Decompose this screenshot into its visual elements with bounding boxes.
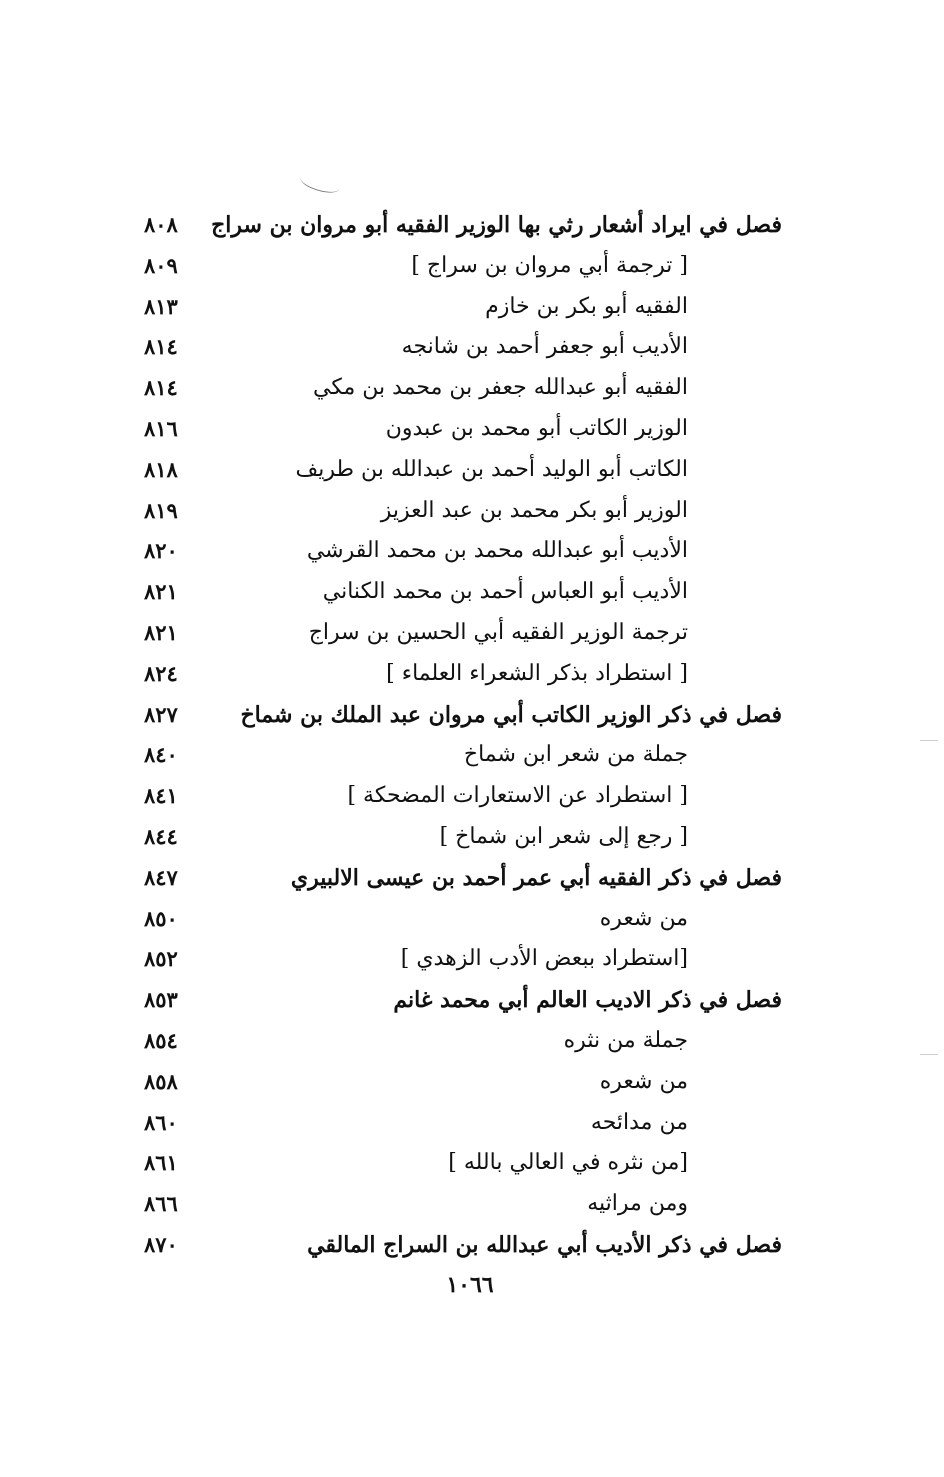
toc-entry-page-number: ٨٥٢ [144, 946, 178, 972]
toc-subentry [130, 1020, 810, 1061]
toc-subentry [130, 530, 810, 571]
toc-subentry [130, 1061, 810, 1102]
toc-entry-page-number: ٨٢١ [144, 579, 178, 605]
toc-subentry [130, 1102, 810, 1143]
toc-entry-title: ومن مراثيه [587, 1191, 688, 1217]
toc-entry-title: من شعره [599, 905, 688, 931]
toc-entry-page-number: ٨٢٧ [144, 701, 178, 727]
toc-entry-title: فصل في ذكر الأديب أبي عبدالله بن السراج المالقي [307, 1231, 782, 1258]
toc-section-entry [130, 857, 810, 898]
stray-ink-mark [299, 171, 342, 196]
toc-entry-page-number: ٨٥٨ [144, 1068, 178, 1094]
toc-entry-page-number: ٨١٨ [144, 456, 178, 482]
toc-entry-title: جملة من شعر ابن شماخ [463, 742, 688, 768]
toc-entry-title: الكاتب أبو الوليد أحمد بن عبدالله بن طريف [295, 456, 688, 482]
toc-subentry [130, 490, 810, 531]
toc-subentry [130, 898, 810, 939]
toc-subentry [130, 571, 810, 612]
toc-entry-page-number: ٨٢١ [144, 619, 178, 645]
toc-subentry [130, 1183, 810, 1224]
toc-entry-title: فصل في ذكر الاديب العالم أبي محمد غانم [393, 987, 782, 1014]
toc-subentry [130, 449, 810, 490]
toc-entry-title: الوزير أبو بكر محمد بن عبد العزيز [380, 497, 688, 523]
toc-entry-page-number: ٨٤٧ [144, 864, 178, 890]
toc-subentry [130, 408, 810, 449]
toc-subentry [130, 1142, 810, 1183]
toc-entry-page-number: ٨٢٤ [144, 660, 178, 686]
toc-entry-page-number: ٨١٤ [144, 334, 178, 360]
margin-mark [920, 1054, 938, 1055]
toc-entry-title: [ رجع إلى شعر ابن شماخ ] [439, 823, 688, 849]
toc-entry-page-number: ٨٠٨ [144, 212, 178, 237]
toc-subentry [130, 367, 810, 408]
toc-entry-page-number: ٨٢٠ [144, 538, 178, 564]
toc-subentry [130, 245, 810, 286]
toc-subentry [130, 653, 810, 694]
toc-section-entry [130, 204, 810, 245]
table-of-contents [130, 204, 810, 1264]
toc-entry-title: [من نثره في العالي بالله ] [448, 1150, 688, 1176]
toc-section-entry [130, 979, 810, 1020]
toc-entry-title: الفقيه أبو بكر بن خازم [485, 293, 688, 319]
toc-entry-page-number: ٨٥٤ [144, 1027, 178, 1053]
toc-entry-page-number: ٨٦٠ [144, 1109, 178, 1135]
toc-section-entry [130, 1224, 810, 1265]
toc-entry-page-number: ٨٦١ [144, 1150, 178, 1176]
toc-subentry [130, 734, 810, 775]
toc-entry-title: [ استطراد عن الاستعارات المضحكة ] [347, 783, 688, 809]
toc-entry-page-number: ٨٥٠ [144, 905, 178, 931]
page-number: ١٠٦٦ [446, 1272, 494, 1298]
toc-entry-page-number: ٨١٤ [144, 375, 178, 401]
toc-entry-title: جملة من نثره [563, 1027, 688, 1053]
toc-entry-title: الأديب أبو عبدالله محمد بن محمد القرشي [306, 538, 688, 564]
toc-entry-page-number: ٨١٦ [144, 415, 178, 441]
toc-entry-title: الوزير الكاتب أبو محمد بن عبدون [385, 415, 688, 441]
toc-subentry [130, 938, 810, 979]
toc-entry-title: الأديب أبو العباس أحمد بن محمد الكناني [322, 579, 688, 605]
toc-entry-title: ترجمة الوزير الفقيه أبي الحسين بن سراج [308, 619, 688, 645]
toc-entry-page-number: ٨٥٣ [144, 987, 178, 1013]
toc-entry-title: من شعره [599, 1068, 688, 1094]
toc-entry-title: فصل في ذكر الوزير الكاتب أبي مروان عبد الملك بن شماخ [240, 701, 782, 728]
toc-entry-page-number: ٨١٣ [144, 293, 178, 319]
toc-entry-page-number: ٨٠٩ [144, 252, 178, 278]
toc-entry-title: [ ترجمة أبي مروان بن سراج ] [411, 252, 688, 278]
toc-entry-title: فصل في ذكر الفقيه أبي عمر أحمد بن عيسى الالبيري [290, 864, 782, 891]
toc-entry-title: الأديب أبو جعفر أحمد بن شانجه [401, 334, 688, 360]
toc-entry-page-number: ٨١٩ [144, 497, 178, 523]
toc-entry-title: [استطراد ببعض الأدب الزهدي ] [400, 946, 688, 972]
toc-entry-title: فصل في ايراد أشعار رثي بها الوزير الفقيه أبو مروان بن سراج [211, 212, 782, 238]
toc-subentry [130, 326, 810, 367]
toc-subentry [130, 816, 810, 857]
toc-entry-page-number: ٨٧٠ [144, 1231, 178, 1257]
toc-entry-page-number: ٨٤٠ [144, 742, 178, 768]
toc-section-entry [130, 694, 810, 735]
toc-subentry [130, 286, 810, 327]
toc-entry-page-number: ٨٦٦ [144, 1191, 178, 1217]
toc-entry-page-number: ٨٤٤ [144, 823, 178, 849]
toc-subentry [130, 775, 810, 816]
margin-mark [920, 740, 938, 741]
toc-entry-page-number: ٨٤١ [144, 783, 178, 809]
toc-entry-title: من مدائحه [590, 1109, 688, 1135]
toc-subentry [130, 612, 810, 653]
toc-entry-title: الفقيه أبو عبدالله جعفر بن محمد بن مكي [312, 375, 688, 401]
toc-entry-title: [ استطراد بذكر الشعراء العلماء ] [386, 660, 688, 686]
